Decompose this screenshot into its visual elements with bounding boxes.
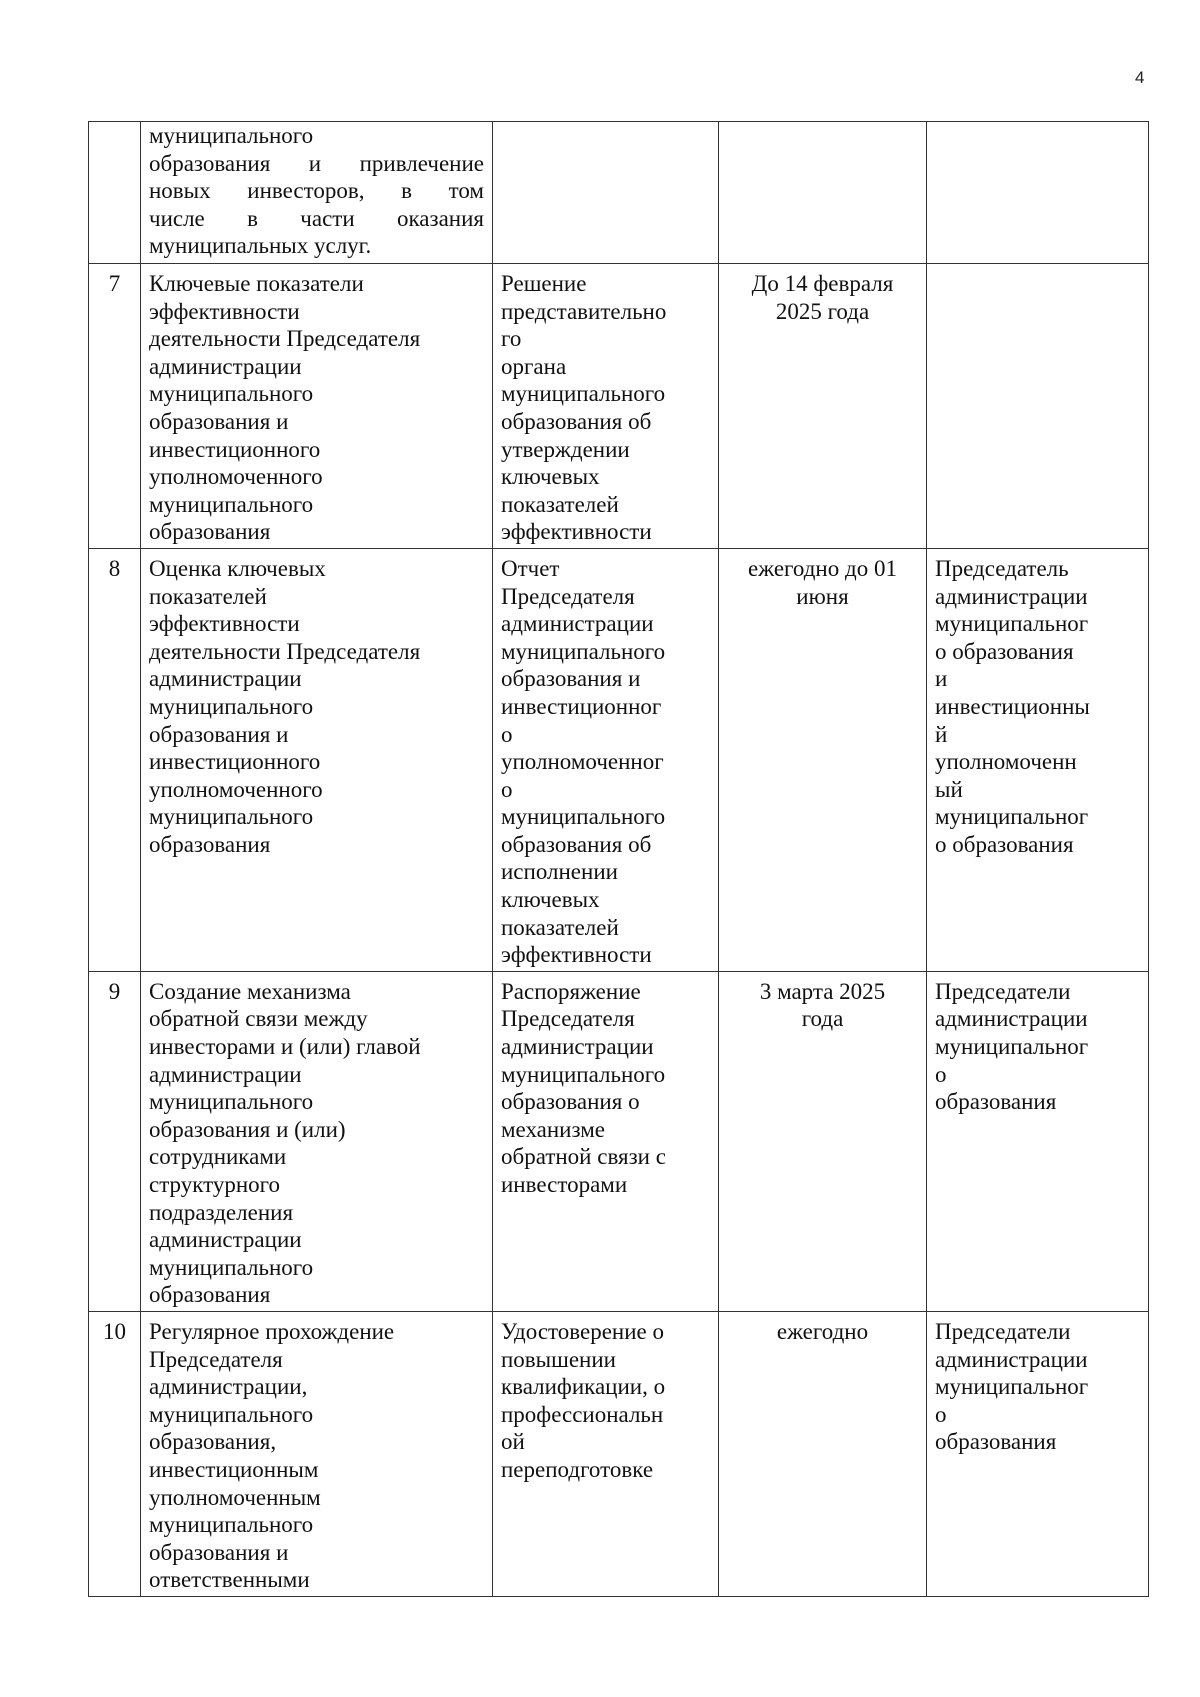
cell-text-line: новых инвесторов, в том <box>149 178 484 204</box>
cell-text-line: муниципального <box>149 804 314 830</box>
cell-text-line: механизме <box>501 1116 606 1142</box>
cell-text-line: образования <box>149 831 271 857</box>
responsible-cell <box>927 122 1149 264</box>
activity-cell <box>141 122 493 264</box>
deadline-cell <box>719 264 927 549</box>
cell-text-line: Удостоверение о <box>501 1318 665 1344</box>
cell-text-line: образования об <box>501 408 652 434</box>
cell-text-line: подразделения <box>149 1199 294 1225</box>
cell-text-line: представительно <box>501 298 667 324</box>
cell-text-line: повышении <box>501 1346 616 1372</box>
cell-text-line: Создание механизма <box>149 978 351 1004</box>
cell-text-line: показателей <box>501 491 619 517</box>
cell-text-line: уполномоченног <box>501 749 664 775</box>
deadline-cell <box>719 971 927 1311</box>
cell-text-line: образования и (или) <box>149 1116 346 1142</box>
row-number-cell: 8 <box>89 548 141 971</box>
deadline-cell <box>719 122 927 264</box>
cell-text-line: образования, <box>149 1429 277 1455</box>
cell-text-line: Председателя <box>149 1346 283 1372</box>
responsible-cell <box>927 1311 1149 1596</box>
table-row-7 <box>89 264 1149 549</box>
cell-text-line: Председатели <box>935 978 1071 1004</box>
cell-text-line: уполномоченного <box>149 776 323 802</box>
responsible-cell <box>927 264 1149 549</box>
cell-text-line: муниципального <box>501 638 666 664</box>
cell-text-line: муниципальных услуг. <box>149 233 372 259</box>
cell-text-line: эффективности <box>501 942 652 968</box>
activity-cell <box>141 971 493 1311</box>
cell-text-line: администрации <box>935 1006 1088 1032</box>
table-row-10 <box>89 1311 1149 1596</box>
row-number-cell: 9 <box>89 971 141 1311</box>
cell-text-line: Председатели <box>935 1318 1071 1344</box>
cell-text-line: муниципальног <box>935 611 1089 637</box>
cell-text-line: Решение <box>501 271 587 296</box>
cell-text-line: образования <box>149 519 271 545</box>
cell-text-line: инвестиционным <box>149 1456 319 1482</box>
cell-text-line: Оценка ключевых <box>149 555 326 581</box>
cell-text-line: инвесторами и (или) главой <box>149 1034 421 1060</box>
cell-text-line: инвестиционны <box>935 693 1090 719</box>
cell-text-line: эффективности <box>149 298 300 324</box>
cell-text-line: образования и <box>149 408 289 434</box>
cell-text-line: сотрудниками <box>149 1144 287 1170</box>
cell-text-line: года <box>801 1006 844 1032</box>
cell-text-line: июня <box>796 583 849 609</box>
cell-text-line: инвестиционного <box>149 436 321 462</box>
plan-table <box>88 121 1149 1597</box>
deadline-cell <box>719 1311 927 1596</box>
cell-text-line: структурного <box>149 1172 281 1197</box>
document-cell <box>493 264 719 549</box>
cell-text-line: уполномоченным <box>149 1484 321 1510</box>
cell-text-line: уполномоченного <box>149 464 323 490</box>
cell-text-line: администрации <box>149 666 302 692</box>
cell-text-line: Распоряжение <box>501 978 641 1004</box>
cell-text-line: инвесторами <box>501 1172 628 1197</box>
cell-text-line: го <box>501 326 522 352</box>
cell-text-line: квалификации, о <box>501 1374 666 1400</box>
cell-text-line: 3 марта 2025 <box>759 978 886 1004</box>
activity-cell <box>141 548 493 971</box>
page-number: 4 <box>1135 68 1145 87</box>
cell-text-line: ежегодно <box>776 1318 869 1344</box>
table-row-8 <box>89 548 1149 971</box>
cell-text-line: профессиональн <box>501 1401 664 1427</box>
activity-cell <box>141 264 493 549</box>
cell-text-line: о <box>501 721 513 747</box>
cell-text-line: о <box>501 776 513 802</box>
cell-text-line: образования и привлечение <box>149 150 484 176</box>
cell-text-line: ый <box>935 776 963 802</box>
responsible-cell <box>927 971 1149 1311</box>
document-cell <box>493 548 719 971</box>
cell-text-line: образования и <box>501 666 641 692</box>
cell-text-line: муниципальног <box>935 804 1089 830</box>
document-cell <box>493 1311 719 1596</box>
cell-text-line: й <box>935 721 948 747</box>
cell-text-line: деятельности Председателя <box>149 638 421 664</box>
cell-text-line: муниципальног <box>935 1374 1089 1400</box>
cell-text-line: администрации <box>501 611 654 637</box>
cell-text-line: администрации <box>935 1346 1088 1372</box>
cell-text-line: Председатель <box>935 555 1069 581</box>
cell-text-line: Председателя <box>501 583 635 609</box>
cell-text-line: муниципального <box>149 123 314 148</box>
cell-text-line: образования об <box>501 831 652 857</box>
cell-text-line: администрации <box>501 1034 654 1060</box>
cell-text-line: муниципального <box>149 1089 314 1115</box>
cell-text-line: Регулярное прохождение <box>149 1318 395 1344</box>
cell-text-line: муниципального <box>149 1401 314 1427</box>
cell-text-line: муниципальног <box>935 1034 1089 1060</box>
row-number-cell: 7 <box>89 264 141 549</box>
responsible-cell <box>927 548 1149 971</box>
deadline-cell <box>719 548 927 971</box>
cell-text-line: о <box>935 1061 947 1087</box>
cell-text-line: инвестиционного <box>149 749 321 775</box>
cell-text-line: исполнении <box>501 859 618 885</box>
cell-text-line: администрации <box>149 1061 302 1087</box>
cell-text-line: муниципального <box>149 381 314 407</box>
cell-text-line: ой <box>501 1429 525 1455</box>
cell-text-line: муниципального <box>501 381 666 407</box>
activity-cell <box>141 1311 493 1596</box>
cell-text-line: образования и <box>149 721 289 747</box>
cell-text-line: образования о <box>501 1089 640 1115</box>
document-cell <box>493 971 719 1311</box>
cell-text-line: муниципального <box>149 1512 314 1538</box>
cell-text-line: муниципального <box>501 1061 666 1087</box>
cell-text-line: администрации <box>149 1227 302 1253</box>
cell-text-line: муниципального <box>501 804 666 830</box>
cell-text-line: о образования <box>935 638 1074 664</box>
cell-text-line: муниципального <box>149 693 314 719</box>
cell-text-line: органа <box>501 353 567 379</box>
cell-text-line: До 14 февраля <box>751 271 894 296</box>
cell-text-line: администрации, <box>149 1374 308 1400</box>
cell-text-line: муниципального <box>149 1254 314 1280</box>
cell-text-line: ключевых <box>501 887 600 913</box>
cell-text-line: ключевых <box>501 464 600 490</box>
cell-text-line: эффективности <box>149 611 300 637</box>
row-number-cell <box>89 122 141 264</box>
cell-text-line: Ключевые показатели <box>149 271 364 296</box>
cell-text-line: эффективности <box>501 519 652 545</box>
cell-text-line: муниципального <box>149 491 314 517</box>
cell-text-line: обратной связи с <box>501 1144 666 1170</box>
cell-text-line: образования <box>935 1089 1057 1115</box>
cell-text-line: 2025 года <box>775 298 870 324</box>
cell-text-line: Председателя <box>501 1006 635 1032</box>
cell-text-line: инвестиционног <box>501 693 662 719</box>
cell-text-line: показателей <box>501 914 619 940</box>
cell-text-line: числе в части оказания <box>149 205 484 231</box>
cell-text-line: обратной связи между <box>149 1006 368 1032</box>
cell-text-line: переподготовке <box>501 1456 654 1482</box>
cell-text-line: ежегодно до 01 <box>748 555 897 581</box>
cell-text-line: образования <box>935 1429 1057 1455</box>
cell-text-line: деятельности Председателя <box>149 326 421 352</box>
cell-text-line: о образования <box>935 831 1074 857</box>
cell-text-line: уполномоченн <box>935 749 1077 775</box>
row-number-cell: 10 <box>89 1311 141 1596</box>
table-row-continuation <box>89 122 1149 264</box>
cell-text-line: о <box>935 1401 947 1427</box>
cell-text-line: утверждении <box>501 436 630 462</box>
table-row-9 <box>89 971 1149 1311</box>
cell-text-line: администрации <box>149 353 302 379</box>
cell-text-line: Отчет <box>501 555 560 581</box>
document-cell <box>493 122 719 264</box>
cell-text-line: администрации <box>935 583 1088 609</box>
cell-text-line: ответственными <box>149 1567 310 1593</box>
cell-text-line: и <box>935 666 948 692</box>
cell-text-line: показателей <box>149 583 267 609</box>
cell-text-line: образования <box>149 1282 271 1308</box>
cell-text-line: образования и <box>149 1539 289 1565</box>
